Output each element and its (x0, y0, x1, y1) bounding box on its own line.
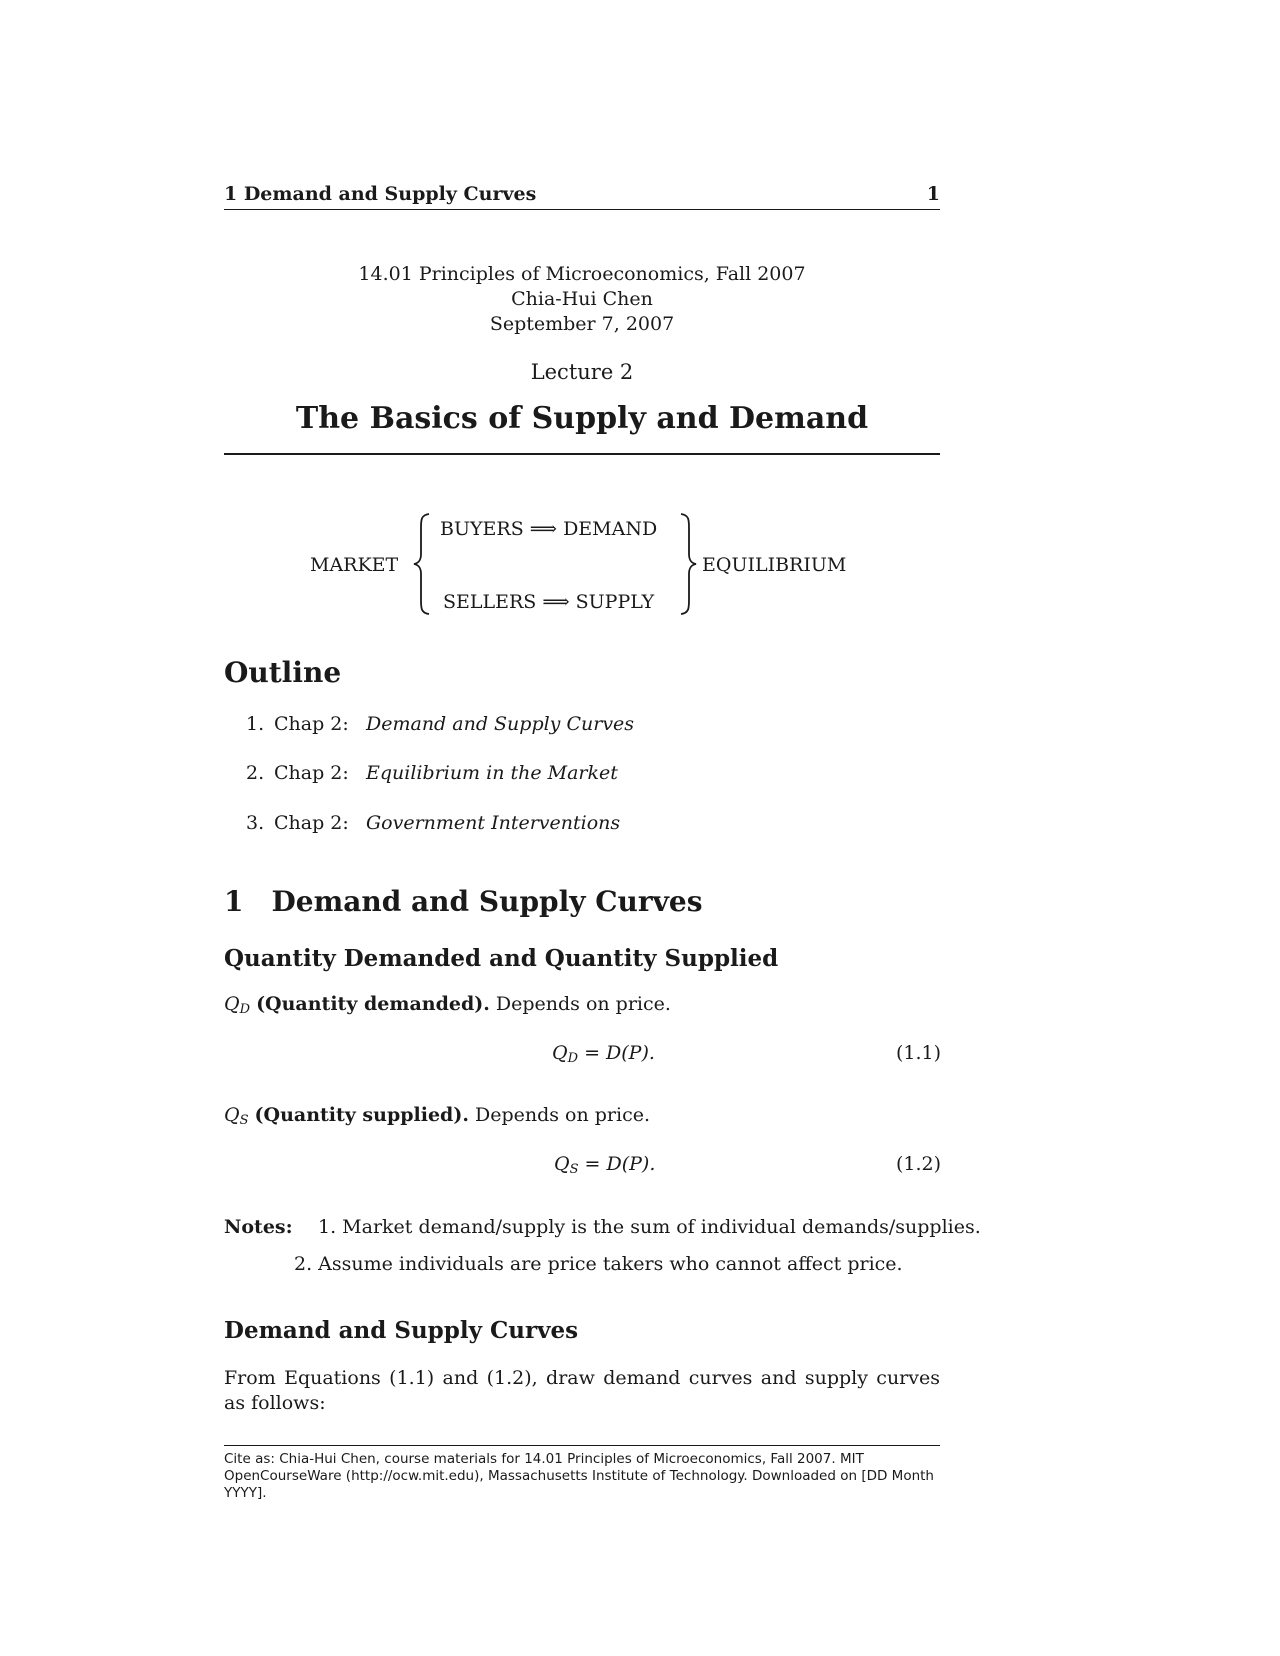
subsection-heading: Demand and Supply Curves (224, 1317, 579, 1344)
equation-number: (1.1) (896, 1042, 942, 1064)
course-line: 14.01 Principles of Microeconomics, Fall 2007 (358, 263, 806, 285)
diagram-buyers: BUYERS (440, 518, 524, 540)
equation-qs: QS = D(P). (554, 1153, 656, 1177)
equation-qd: QD = D(P). (552, 1042, 655, 1066)
citation-footer: Cite as: Chia-Hui Chen, course materials for 14.01 Principles of Microeconomics, Fall 2007. MIT OpenCourseWare (http://ocw.mit.edu), Massachusetts Institute of Technology. Downloaded on [DD Month YYYY]. (224, 1451, 934, 1501)
diagram-sellers: SELLERS (443, 591, 537, 613)
diagram-demand: DEMAND (563, 518, 658, 540)
outline-item: 3. Chap 2: Government Interventions (246, 812, 621, 834)
diagram-sellers-row (443, 591, 654, 613)
outline-heading: Outline (224, 656, 342, 689)
diagram-equilibrium-label: EQUILIBRIUM (702, 554, 847, 576)
section-heading (224, 885, 703, 918)
diagram-supply: SUPPLY (575, 591, 655, 613)
note-item: 2. Assume individuals are price takers who cannot affect price. (294, 1253, 903, 1275)
footer-rule (224, 1445, 940, 1446)
diagram-buyers-row (440, 518, 657, 540)
diagram-market-label: MARKET (310, 554, 399, 576)
section-title: Demand and Supply Curves (271, 885, 703, 918)
page-number: 1 (926, 183, 940, 205)
right-brace-icon (678, 512, 698, 616)
author-line: Chia-Hui Chen (511, 288, 653, 310)
section-number: 1 (224, 885, 244, 918)
running-header-title: 1 Demand and Supply Curves (224, 183, 537, 205)
lecture-title: The Basics of Supply and Demand (295, 401, 869, 436)
qs-definition: QS (Quantity supplied). Depends on price. (224, 1104, 651, 1128)
outline-item: 1. Chap 2: Demand and Supply Curves (246, 713, 635, 735)
running-header (224, 183, 940, 210)
subsection-heading: Quantity Demanded and Quantity Supplied (224, 945, 779, 972)
lecture-number: Lecture 2 (530, 360, 634, 384)
body-paragraph: From Equations (1.1) and (1.2), draw demand curves and supply curves as follows: (224, 1367, 940, 1414)
title-rule (224, 453, 940, 455)
left-brace-icon (412, 512, 432, 616)
note-item: 1. Market demand/supply is the sum of individual demands/supplies. (318, 1216, 981, 1238)
date-line: September 7, 2007 (489, 313, 675, 335)
implies-arrow-icon: ⟹ (529, 518, 558, 540)
qd-definition: QD (Quantity demanded). Depends on price. (224, 993, 671, 1017)
equation-number: (1.2) (896, 1153, 942, 1175)
implies-arrow-icon: ⟹ (542, 591, 570, 613)
notes-label: Notes: (224, 1216, 293, 1238)
outline-item: 2. Chap 2: Equilibrium in the Market (246, 762, 618, 784)
